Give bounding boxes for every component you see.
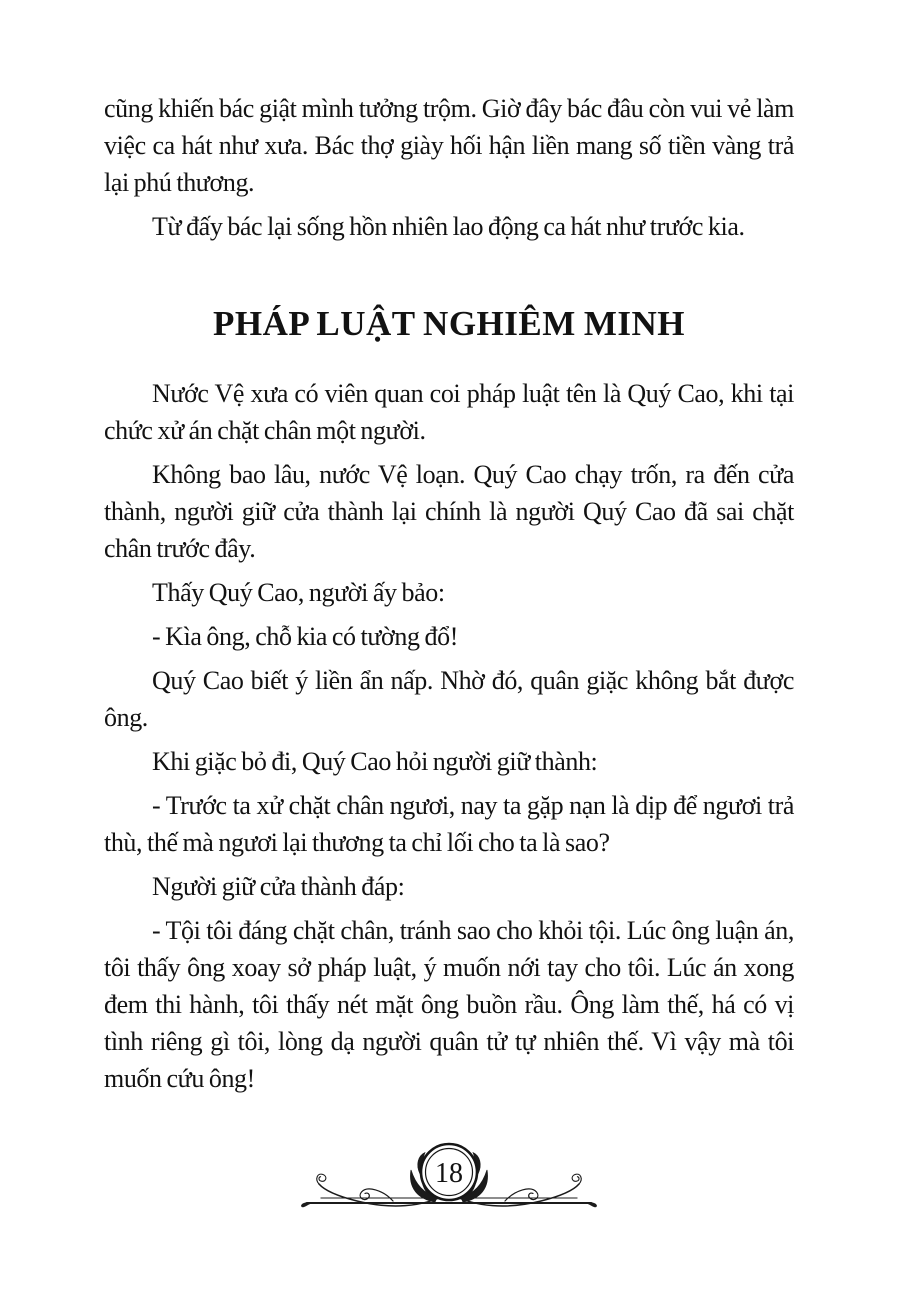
- section-title: PHÁP LUẬT NGHIÊM MINH: [213, 304, 685, 343]
- paragraph: Không bao lâu, nước Vệ loạn. Quý Cao chạy trốn, ra đến cửa thành, người giữ cửa thành lại chính là người Quý Cao đã sai chặt chân trước đây.: [104, 460, 794, 563]
- paragraph: Khi giặc bỏ đi, Quý Cao hỏi người giữ thành:: [152, 747, 598, 776]
- paragraph: Nước Vệ xưa có viên quan coi pháp luật tên là Quý Cao, khi tại chức xử án chặt chân một người.: [104, 379, 794, 445]
- text-block: [104, 90, 794, 1104]
- paragraph: Từ đấy bác lại sống hồn nhiên lao động ca hát như trước kia.: [152, 212, 745, 241]
- page-number: 18: [434, 1158, 463, 1189]
- paragraph: Người giữ cửa thành đáp:: [152, 872, 405, 901]
- page-footer-ornament: [299, 1138, 599, 1214]
- dialogue-paragraph: - Tội tôi đáng chặt chân, tránh sao cho khỏi tội. Lúc ông luận án, tôi thấy ông xoay sở pháp luật, ý muốn nới tay cho tôi. Lúc án xong đem thi hành, tôi thấy nét mặt ông buồn rầu. Ông làm thế, há có vị tình riêng gì tôi, lòng dạ người quân tử tự nhiên thế. Vì vậy mà tôi muốn cứu ông!: [104, 916, 794, 1093]
- flourish-divider-icon: [299, 1138, 599, 1214]
- dialogue-paragraph: - Trước ta xử chặt chân ngươi, nay ta gặp nạn là dịp để ngươi trả thù, thế mà ngươi lại thương ta chỉ lối cho ta là sao?: [104, 791, 794, 857]
- paragraph: cũng khiến bác giật mình tưởng trộm. Giờ đây bác đâu còn vui vẻ làm việc ca hát như xưa. Bác thợ giày hối hận liền mang số tiền vàng trả lại phú thương.: [104, 94, 794, 197]
- paragraph: Quý Cao biết ý liền ẩn nấp. Nhờ đó, quân giặc không bắt được ông.: [104, 666, 794, 732]
- paragraph: Thấy Quý Cao, người ấy bảo:: [152, 578, 445, 607]
- dialogue-paragraph: - Kìa ông, chỗ kia có tường đổ!: [152, 622, 458, 651]
